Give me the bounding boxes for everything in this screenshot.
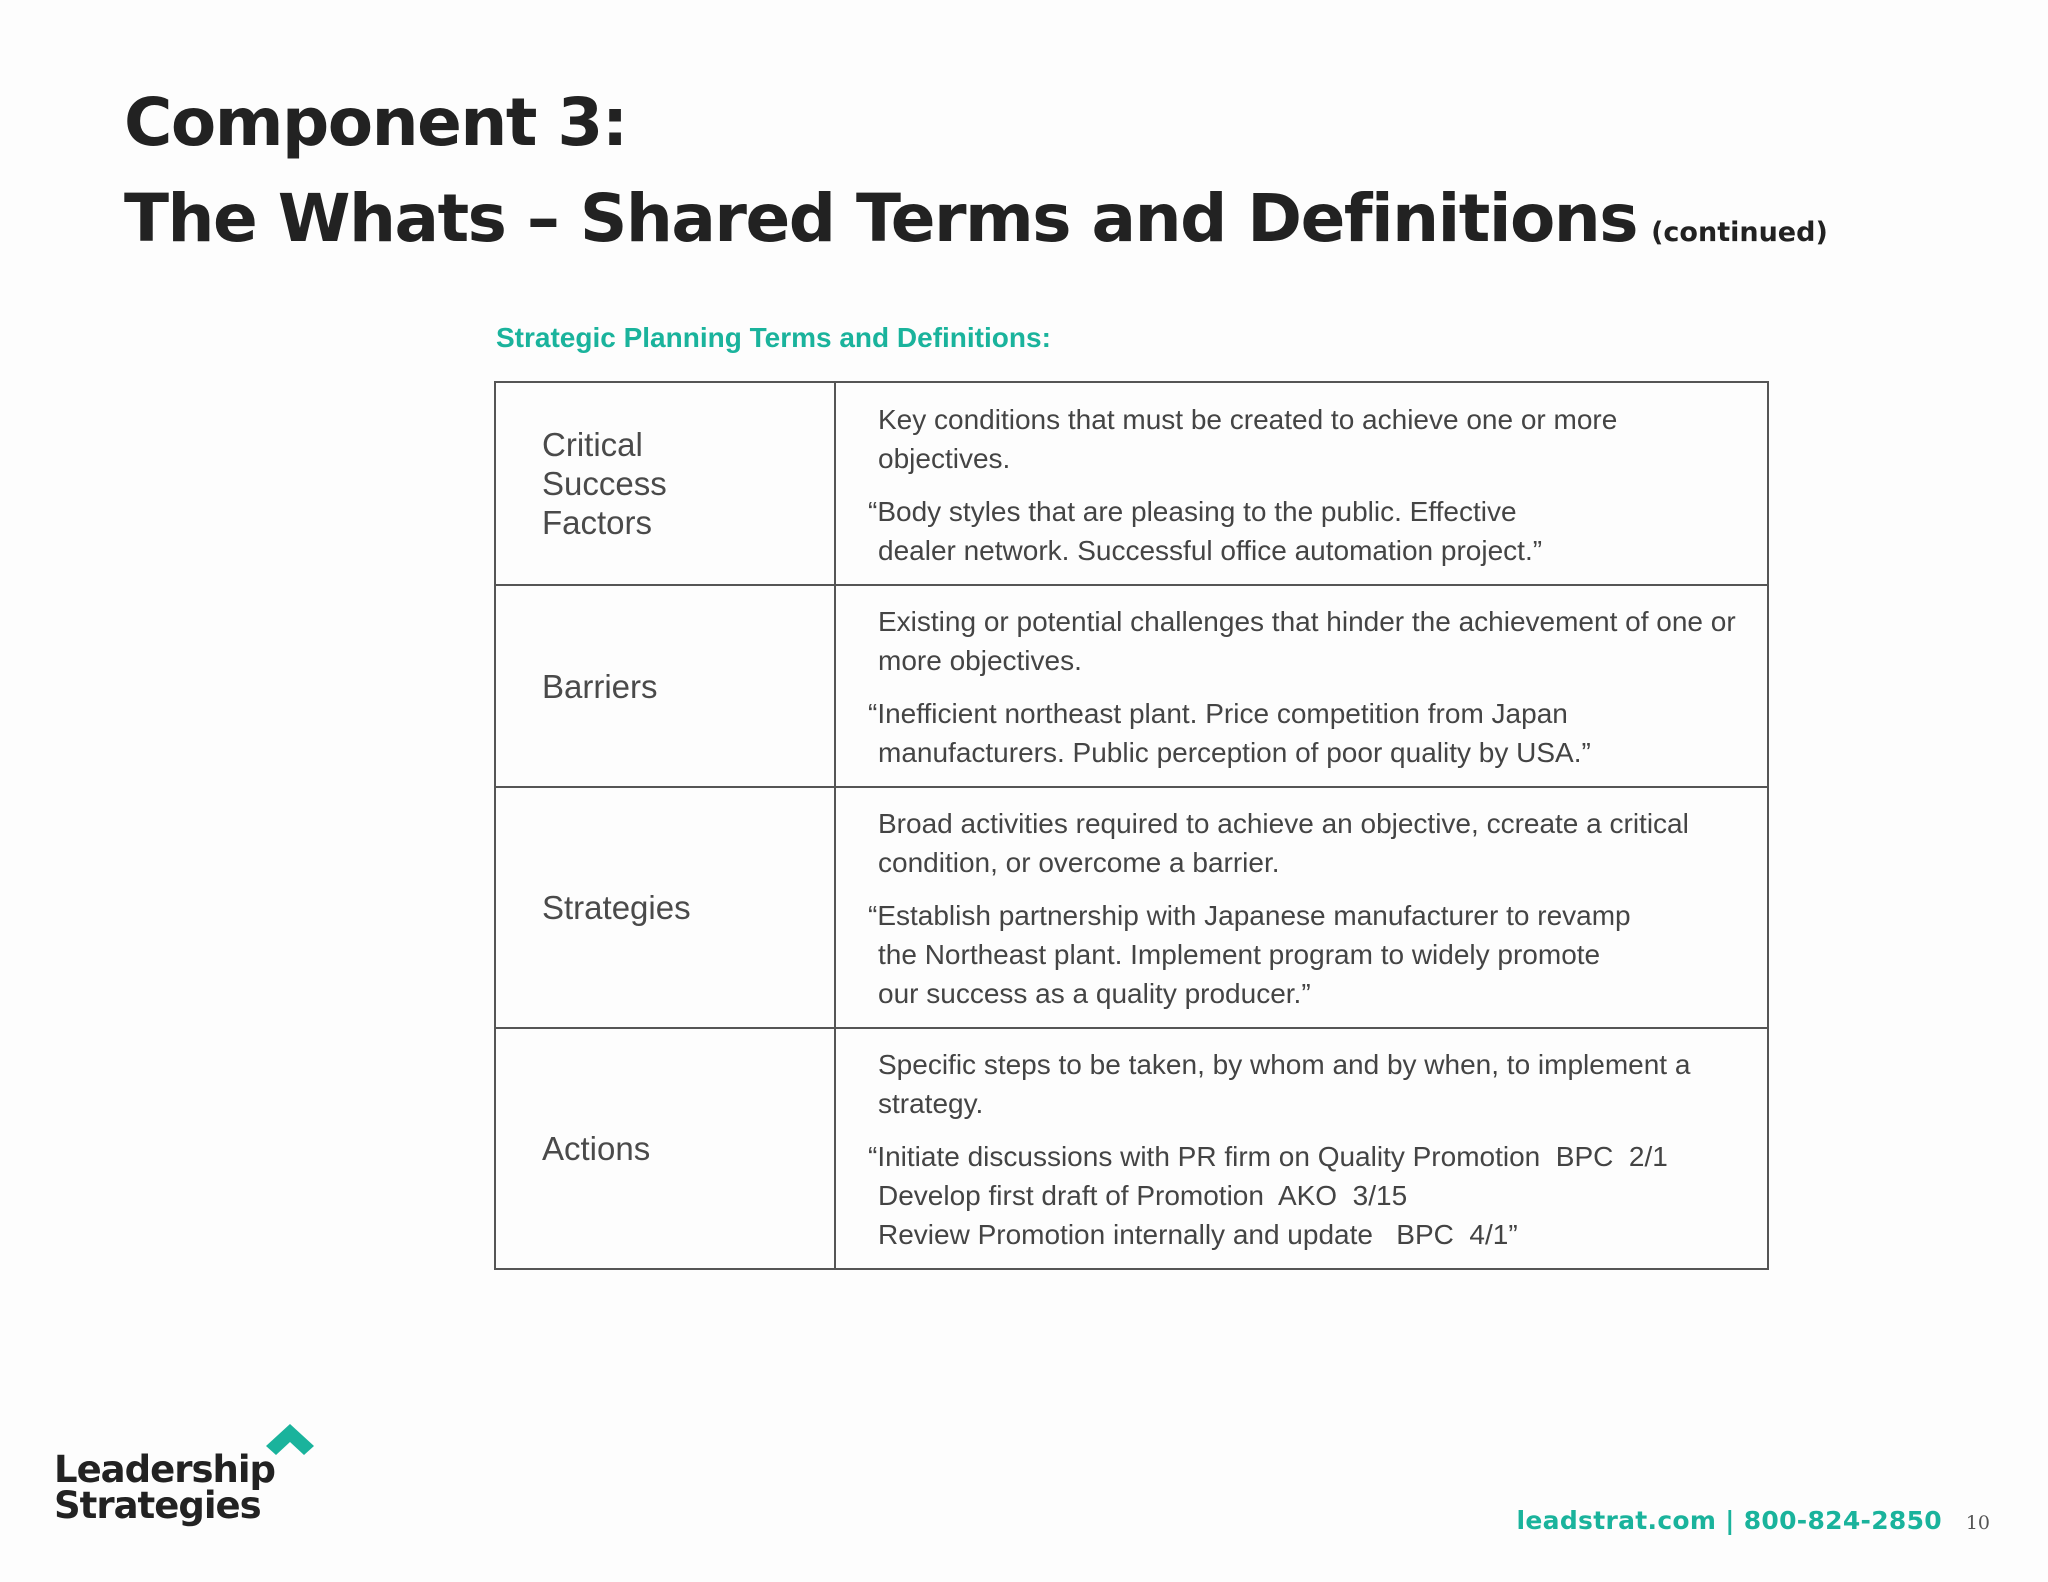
- term-cell: [495, 382, 835, 585]
- example-line: our success as a quality producer.”: [878, 978, 1311, 1009]
- page-title-main: The Whats – Shared Terms and Definitions: [124, 180, 1638, 257]
- continued-label: (continued): [1651, 217, 1828, 248]
- definition-cell: [835, 382, 1768, 585]
- footer-contact: leadstrat.com | 800-824-2850: [1516, 1506, 1942, 1535]
- table-row: [495, 1028, 1768, 1269]
- definition-text: Broad activities required to achieve an objective, ccreate a critical condition, or overcome a barrier.: [878, 808, 1689, 878]
- example-line: “Initiate discussions with PR firm on Quality Promotion BPC 2/1: [868, 1141, 1668, 1172]
- example-line: Review Promotion internally and update BPC 4/1”: [878, 1219, 1518, 1250]
- definition-text: Existing or potential challenges that hinder the achievement of one or more objectives.: [878, 606, 1736, 676]
- example-line: “Body styles that are pleasing to the public. Effective: [868, 495, 1517, 527]
- definition-cell: [835, 1028, 1768, 1269]
- term-cell: [495, 585, 835, 787]
- logo-text-line-1: Leadership: [54, 1448, 275, 1491]
- example-line: manufacturers. Public perception of poor quality by USA.”: [878, 737, 1591, 768]
- example-text: [868, 492, 1747, 570]
- example-text: [868, 694, 1747, 772]
- terms-table: [494, 381, 1769, 1270]
- term-label: Actions: [542, 1130, 651, 1167]
- company-logo: [54, 1424, 324, 1534]
- example-line: “Inefficient northeast plant. Price competition from Japan: [868, 698, 1568, 729]
- example-line: the Northeast plant. Implement program to widely promote: [878, 939, 1601, 970]
- definition-text: Specific steps to be taken, by whom and by when, to implement a strategy.: [878, 1049, 1691, 1119]
- term-label: Critical Success Factors: [542, 426, 667, 541]
- term-cell: [495, 787, 835, 1028]
- table-row: [495, 585, 1768, 787]
- definition-text: Key conditions that must be created to achieve one or more objectives.: [878, 403, 1618, 474]
- term-cell: [495, 1028, 835, 1269]
- example-text: [868, 1137, 1747, 1254]
- definition-cell: [835, 787, 1768, 1028]
- logo-text-line-2: Strategies: [54, 1484, 261, 1527]
- example-line: Develop first draft of Promotion AKO 3/15: [878, 1180, 1408, 1211]
- definition-cell: [835, 585, 1768, 787]
- page-title-line-1: Component 3:: [124, 84, 627, 161]
- section-subtitle: Strategic Planning Terms and Definitions:: [496, 322, 1051, 353]
- example-text: [868, 896, 1747, 1013]
- term-label: Strategies: [542, 889, 691, 926]
- table-row: [495, 787, 1768, 1028]
- example-line: “Establish partnership with Japanese manufacturer to revamp: [868, 900, 1631, 931]
- term-label: Barriers: [542, 667, 658, 705]
- example-line: dealer network. Successful office automation project.”: [878, 534, 1543, 566]
- page-title-line-2: [124, 180, 1828, 257]
- table-row: [495, 382, 1768, 585]
- page-number: 10: [1965, 1512, 1990, 1534]
